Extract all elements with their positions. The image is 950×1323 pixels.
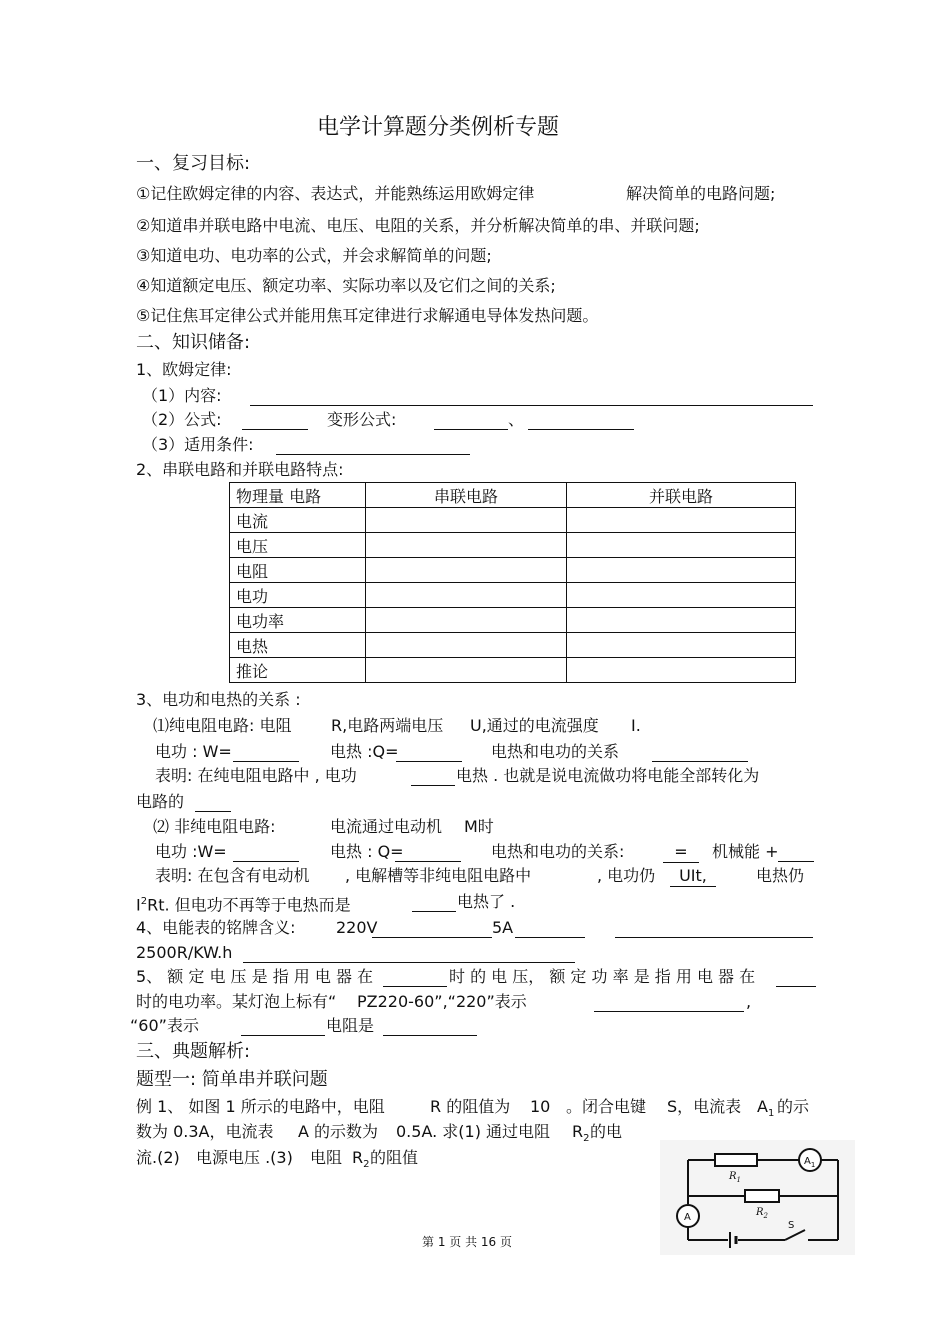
a-label: A (684, 1212, 691, 1223)
row-label: 推论 (230, 658, 366, 683)
a1-label: $A_1$ (804, 1156, 816, 1169)
table-row (230, 608, 796, 633)
circuit-properties-table (229, 482, 796, 683)
row-label: 电功率 (230, 608, 366, 633)
relation-text: 电热和电功的关系 (491, 742, 620, 761)
table-row (230, 633, 796, 658)
ohm-formula-blank (242, 413, 308, 430)
i2rt-formula (136, 892, 351, 915)
table-header-cell: 物理量 电路 (230, 483, 366, 508)
heat-label: 电热 : Q= (330, 842, 404, 861)
example-text: 的阻值 (370, 1148, 419, 1167)
row-label: 电热 (230, 633, 366, 658)
table-cell (366, 633, 567, 658)
example-text (352, 1148, 370, 1175)
statement-text: , 电解槽等非纯电阻电路中 (345, 866, 532, 885)
work-blank (233, 745, 299, 762)
ohm-content-label: （1）内容: (142, 386, 222, 405)
statement-text: 表明: 在包含有电动机 (155, 866, 310, 885)
table-cell (366, 508, 567, 533)
table-cell (366, 608, 567, 633)
table-cell (567, 508, 796, 533)
pure-resistance-text: U,通过的电流强度 (470, 716, 599, 735)
relation-text: 电热和电功的关系: (491, 842, 625, 861)
mechanical-energy: 机械能 + (712, 842, 779, 861)
heat-blank (396, 745, 462, 762)
section-heading: 二、知识储备: (136, 332, 251, 353)
example-text: 电源电压 .(3) (196, 1148, 293, 1167)
work-label: 电功 :W= (155, 842, 227, 861)
example-text: 电阻 (310, 1148, 343, 1167)
table-row (230, 583, 796, 608)
rated-blank (594, 995, 744, 1012)
question-type-heading: 题型一: 简单串并联问题 (136, 1069, 328, 1090)
goal-item: ③知道电功、电功率的公式，并会求解简单的问题; (136, 246, 492, 265)
goal-item: ⑤记住焦耳定律公式并能用焦耳定律进行求解通电导体发热问题。 (136, 306, 599, 325)
resistor-r2 (745, 1190, 779, 1202)
rated-blank (241, 1019, 325, 1036)
circuit-diagram (660, 1140, 855, 1255)
goal-item: ②知道串并联电路中电流、电压、电阻的关系，并分析解决简单的串、并联问题; (136, 216, 700, 235)
table-row (230, 658, 796, 683)
i2rt-rest: Rt. 但电功不再等于电热而是 (147, 895, 351, 915)
i2rt-i: I (136, 895, 141, 915)
row-label: 电功 (230, 583, 366, 608)
table-cell (567, 558, 796, 583)
rated-text: 时的电功率。某灯泡上标有“ (136, 992, 337, 1011)
table-cell (567, 658, 796, 683)
example-text: 的电 (590, 1122, 623, 1141)
row-label: 电流 (230, 508, 366, 533)
row-label: 电阻 (230, 558, 366, 583)
work-label: 电功 : W= (155, 742, 232, 761)
resistor-r1 (715, 1154, 757, 1166)
nonpure-text: ⑵ 非纯电阻电路: (153, 817, 276, 836)
rated-blank (383, 1019, 477, 1036)
example-text: 数为 0.3A，电流表 (136, 1122, 274, 1141)
table-header-cell: 并联电路 (567, 483, 796, 508)
rated-blank (776, 970, 816, 987)
resistor-subscript: 2 (363, 1159, 370, 1171)
page-title: 电学计算题分类例析专题 (317, 115, 560, 140)
goal-item: 解决简单的电路问题; (626, 184, 776, 203)
table-cell (366, 658, 567, 683)
example-text: S，电流表 (667, 1097, 742, 1116)
rated-text: , (746, 992, 752, 1011)
nonpure-text: 电流通过电动机 (330, 817, 443, 836)
example-text: 例 1、 如图 1 所示的电路中，电阻 (136, 1097, 385, 1116)
table-header-row (230, 483, 796, 508)
r1-label: $R_1$ (729, 1171, 741, 1184)
table-label: 2、串联电路和并联电路特点: (136, 460, 344, 479)
example-text: R 的阻值为 (430, 1097, 511, 1116)
section-heading: 三、典题解析: (136, 1041, 251, 1062)
rated-text: 5、 额 定 电 压 是 指 用 电 器 在 (136, 967, 374, 986)
row-label: 电压 (230, 533, 366, 558)
statement-blank (411, 769, 455, 786)
page-footer: 第 1 页 共 16 页 (422, 1235, 512, 1249)
table-row (230, 533, 796, 558)
meter-current-blank (515, 921, 585, 938)
rated-text: 电阻是 (326, 1016, 375, 1035)
ammeter-subscript: 1 (767, 1108, 775, 1120)
nonpure-text: M时 (464, 817, 494, 836)
relation-blank (652, 745, 748, 762)
resistor-r: R (572, 1122, 584, 1141)
ohm-condition-label: （3）适用条件: (142, 435, 254, 454)
statement-blank (195, 795, 231, 812)
table-cell (366, 558, 567, 583)
i2rt-exponent: 2 (140, 896, 148, 907)
ohm-label: 1、欧姆定律: (136, 360, 232, 379)
statement-text: 表明: 在纯电阻电路中 , 电功 (155, 766, 357, 785)
section-heading: 一、复习目标: (136, 153, 251, 174)
table-row (230, 508, 796, 533)
equals-sign: = (663, 842, 699, 863)
example-text: 。闭合电键 (566, 1097, 647, 1116)
table-cell (567, 608, 796, 633)
meter-current-blank-2 (615, 921, 813, 938)
statement-text: 电路的 (136, 792, 185, 811)
rated-text: 时 的 电 压， 额 定 功 率 是 指 用 电 器 在 (449, 967, 756, 986)
ohm-content-blank (250, 389, 813, 406)
rated-blank (383, 970, 447, 987)
example-text: 的示 (777, 1097, 810, 1116)
table-row (230, 558, 796, 583)
heat-label: 电热 :Q= (330, 742, 399, 761)
ohm-variant-blank (434, 413, 508, 430)
table-cell (366, 583, 567, 608)
table-cell (567, 583, 796, 608)
statement-text: , 电功仍 (597, 866, 656, 885)
meter-voltage: 220V (336, 918, 378, 937)
meter-revolutions: 2500R/KW.h (136, 943, 233, 962)
ohm-variant-label: 变形公式: (327, 410, 397, 429)
goal-item: ④知道额定电压、额定功率、实际功率以及它们之间的关系; (136, 276, 556, 295)
ammeter-a: A (757, 1097, 768, 1116)
meter-label: 4、电能表的铭牌含义: (136, 918, 296, 937)
statement-text: 电热 . 也就是说电流做功将电能全部转化为 (456, 766, 760, 785)
goal-item: ①记住欧姆定律的内容、表达式，并能熟练运用欧姆定律 (136, 184, 535, 203)
separator: 、 (508, 410, 525, 429)
table-cell (567, 533, 796, 558)
uit-formula: UIt, (670, 866, 716, 887)
ohm-condition-blank (276, 438, 470, 455)
table-header-cell: 串联电路 (366, 483, 567, 508)
pure-resistance-text: R,电路两端电压 (331, 716, 444, 735)
meter-current: 5A (492, 918, 514, 937)
resistor-subscript: 2 (583, 1133, 590, 1145)
relation-label: 3、电功和电热的关系 : (136, 690, 301, 709)
meter-voltage-blank (372, 921, 492, 938)
example-text: 0.5A. 求(1) 通过电阻 (396, 1122, 551, 1141)
example-text (572, 1122, 590, 1149)
example-text: 流.(2) (136, 1148, 180, 1167)
example-text: A 的示数为 (298, 1122, 379, 1141)
table-cell (366, 533, 567, 558)
example-text: 10 (530, 1097, 551, 1116)
ohm-formula-label: （2）公式: (142, 410, 222, 429)
rated-text: PZ220-60”,“220”表示 (357, 992, 527, 1011)
switch-label: S (788, 1220, 795, 1231)
rated-text: “60”表示 (130, 1016, 199, 1035)
statement-text: 电热了 . (457, 892, 516, 911)
table-cell (567, 633, 796, 658)
mech-blank (778, 845, 814, 862)
pure-resistance-text: I. (631, 716, 641, 735)
ohm-variant-blank-2 (528, 413, 634, 430)
statement-text: 电热仍 (756, 866, 805, 885)
meter-revolutions-blank (243, 946, 575, 963)
example-text (757, 1097, 774, 1124)
heat-blank (395, 845, 461, 862)
pure-resistance-text: ⑴纯电阻电路: 电阻 (153, 716, 292, 735)
statement-blank (412, 895, 456, 912)
work-blank (233, 845, 299, 862)
resistor-r: R (352, 1148, 364, 1167)
r2-label: $R_2$ (756, 1207, 768, 1220)
